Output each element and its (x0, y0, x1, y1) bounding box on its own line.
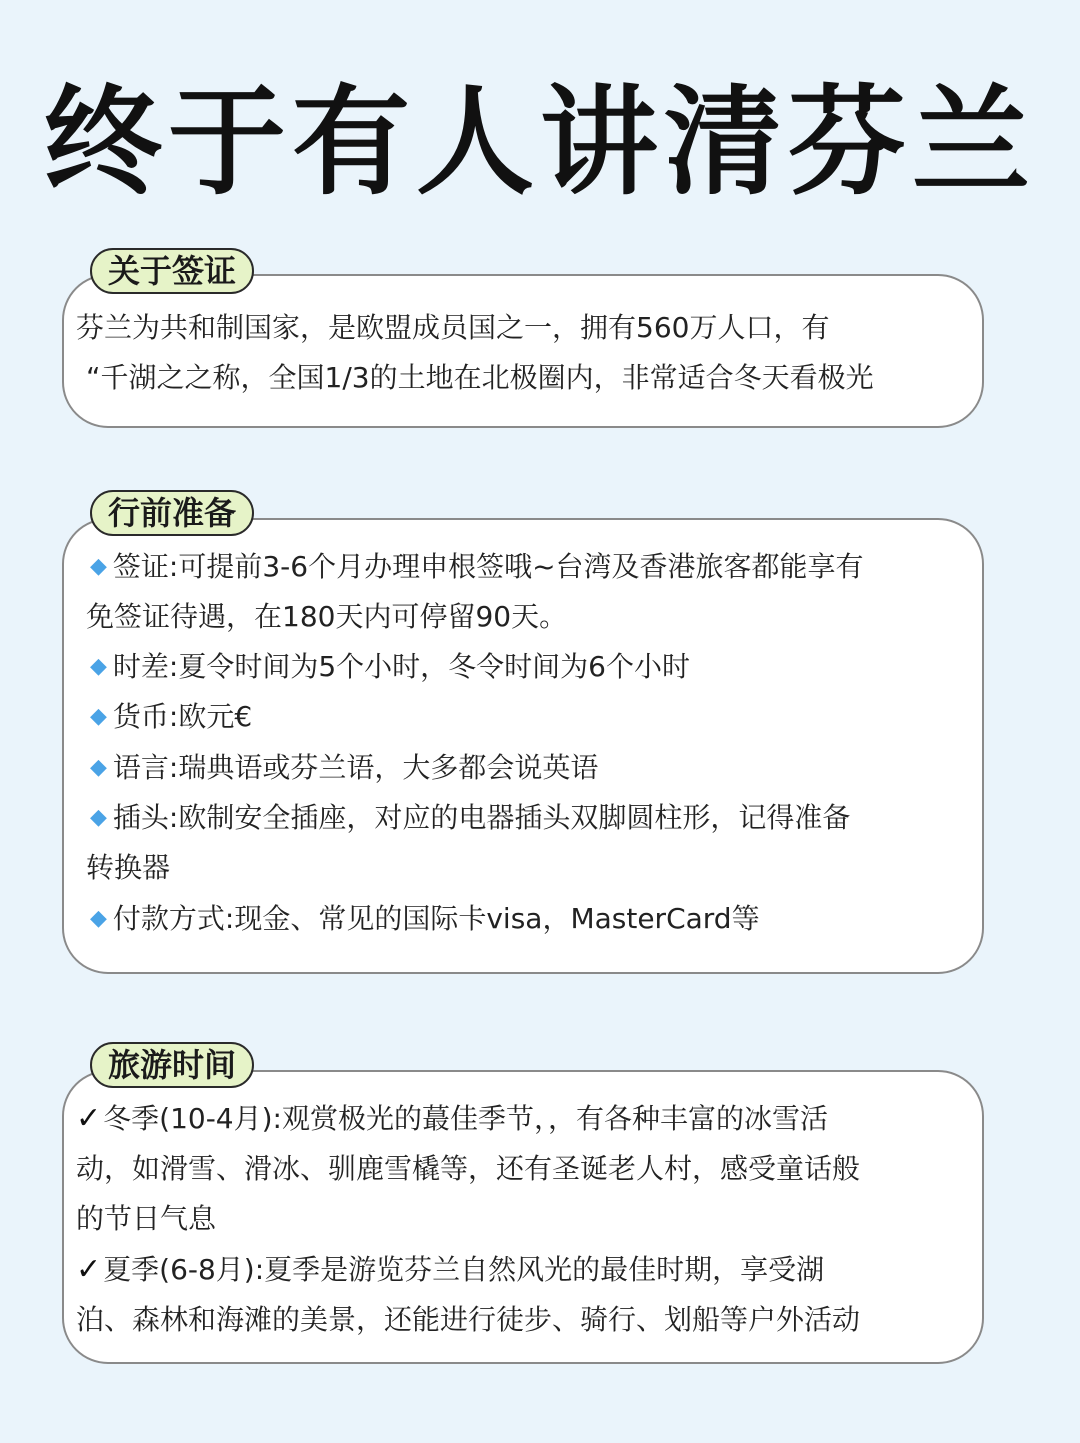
prep-item-currency (90, 697, 252, 737)
summer-line-1 (76, 1250, 824, 1290)
visa-section-tag: 关于签证 (90, 248, 254, 294)
diamond-icon: ◆ (90, 704, 107, 729)
prep-item-visa-text: 签证:可提前3-6个月办理申根签哦~台湾及香港旅客都能享有 (112, 550, 864, 583)
diamond-icon: ◆ (90, 906, 107, 931)
prep-item-timezone-text: 时差:夏令时间为5个小时，冬令时间为6个小时 (112, 650, 690, 683)
check-icon: ✓ (76, 1101, 102, 1136)
check-icon: ✓ (76, 1252, 102, 1287)
prep-item-visa-continued: 免签证待遇，在180天内可停留90天。 (86, 600, 568, 633)
visa-text-line-1: 芬兰为共和制国家，是欧盟成员国之一，拥有560万人口，有 (76, 311, 830, 344)
prep-item-plug-text: 插头:欧制安全插座，对应的电器插头双脚圆柱形，记得准备 (112, 801, 851, 834)
prep-item-timezone (90, 647, 690, 687)
prep-item-language (90, 748, 598, 788)
prep-section-tag: 行前准备 (90, 490, 254, 536)
winter-line-1-text: 冬季(10-4月):观赏极光的蕞佳季节，，有各种丰富的冰雪活 (103, 1102, 828, 1135)
diamond-icon: ◆ (90, 805, 107, 830)
time-section-tag: 旅游时间 (90, 1042, 254, 1088)
diamond-icon: ◆ (90, 654, 107, 679)
prep-item-payment-text: 付款方式:现金、常见的国际卡visa，MasterCard等 (112, 902, 760, 935)
prep-item-language-text: 语言:瑞典语或芬兰语，大多都会说英语 (112, 751, 599, 784)
page-title: 终于有人讲清芬兰 (43, 73, 1036, 211)
diamond-icon: ◆ (90, 554, 107, 579)
diamond-icon: ◆ (90, 755, 107, 780)
visa-card (62, 274, 984, 428)
prep-item-currency-text: 货币:欧元€ (112, 700, 253, 733)
winter-line-3: 的节日气息 (76, 1202, 217, 1235)
summer-line-1-text: 夏季(6-8月):夏季是游览芬兰自然风光的最佳时期，享受湖 (103, 1253, 825, 1286)
prep-item-plug-continued: 转换器 (86, 851, 171, 884)
winter-line-1 (76, 1099, 828, 1139)
prep-item-visa (90, 547, 864, 587)
prep-item-payment (90, 899, 760, 939)
visa-text-line-2: “千湖之之称，全国1/3的土地在北极圈内，非常适合冬天看极光 (86, 361, 874, 394)
prep-item-plug (90, 798, 850, 838)
winter-line-2: 动，如滑雪、滑冰、驯鹿雪橇等，还有圣诞老人村，感受童话般 (76, 1152, 861, 1185)
summer-line-2: 泊、森林和海滩的美景，还能进行徒步、骑行、划船等户外活动 (76, 1303, 861, 1336)
